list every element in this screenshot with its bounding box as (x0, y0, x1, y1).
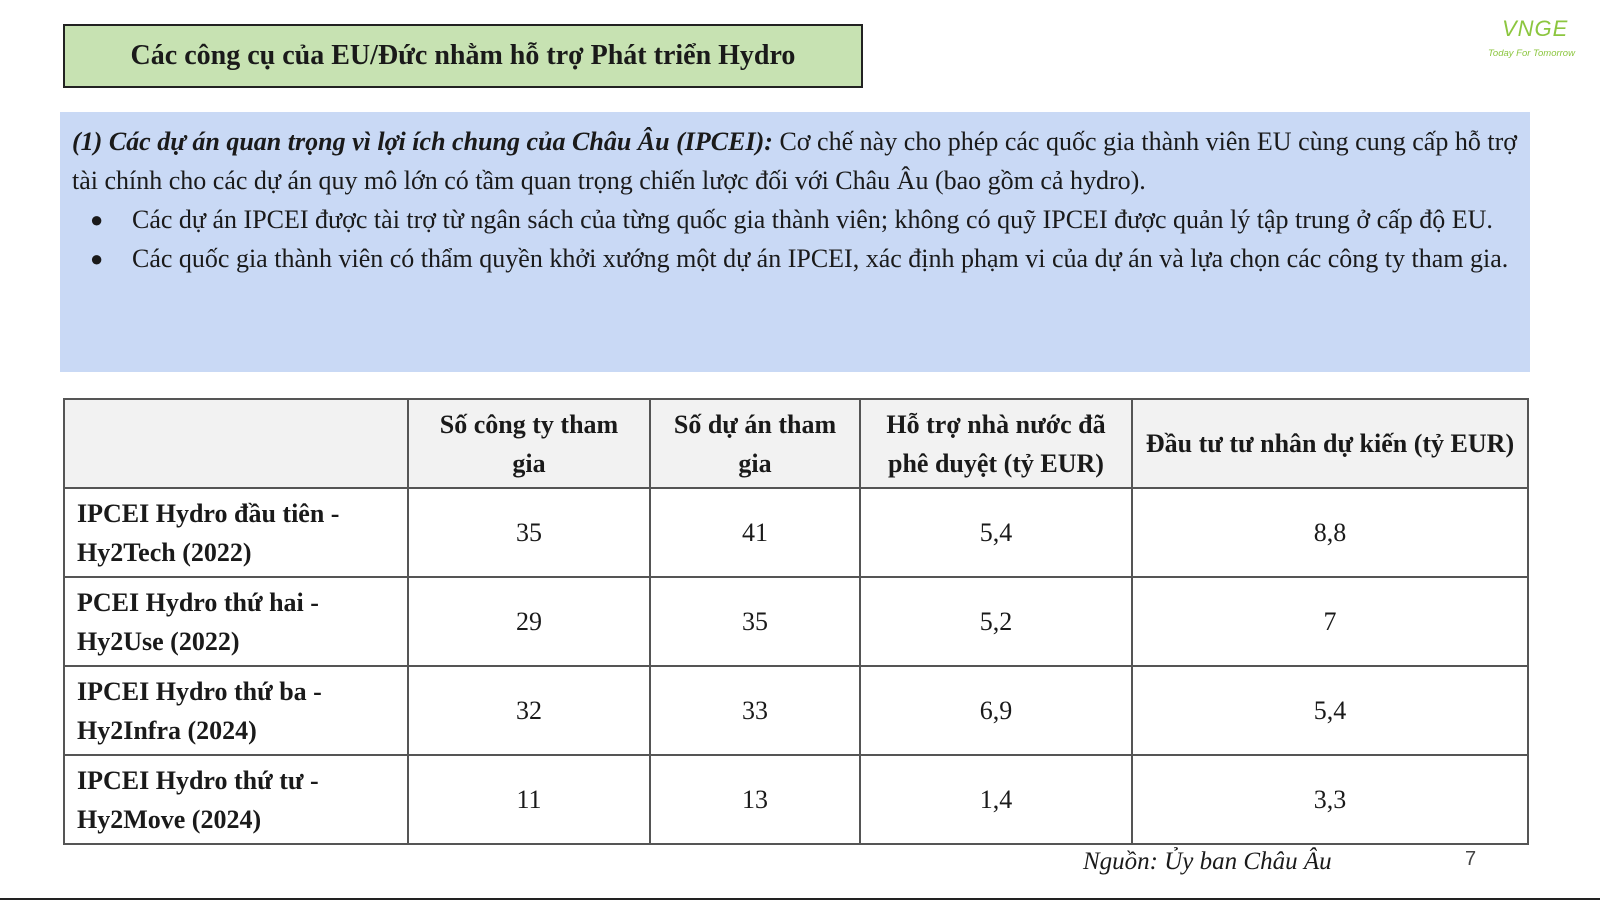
row-label: PCEI Hydro thứ hai - Hy2Use (2022) (64, 577, 408, 666)
cell-private-investment: 7 (1132, 577, 1528, 666)
bullet-dot-icon: ● (90, 207, 104, 232)
table-row (64, 666, 1528, 755)
header-cell-state-aid: Hỗ trợ nhà nước đã phê duyệt (tỷ EUR) (860, 399, 1132, 488)
bullet-item (72, 200, 1517, 239)
row-label: IPCEI Hydro thứ tư - Hy2Move (2024) (64, 755, 408, 844)
source-note: Nguồn: Ủy ban Châu Âu (1083, 848, 1332, 875)
cell-state-aid: 6,9 (860, 666, 1132, 755)
cell-state-aid: 1,4 (860, 755, 1132, 844)
cell-projects: 33 (650, 666, 860, 755)
logo-tagline: Today For Tomorrow (1488, 48, 1575, 59)
cell-projects: 41 (650, 488, 860, 577)
table-header-row (64, 399, 1528, 488)
table-row (64, 488, 1528, 577)
ipcei-hydro-table (63, 398, 1529, 845)
header-cell-companies: Số công ty tham gia (408, 399, 650, 488)
bullet-text: Các dự án IPCEI được tài trợ từ ngân sách của từng quốc gia thành viên; không có quỹ IPCEI được quản lý tập trung ở cấp độ EU. (132, 205, 1493, 234)
intro-paragraph (72, 122, 1517, 200)
bullet-item (72, 239, 1517, 278)
table-row (64, 577, 1528, 666)
cell-private-investment: 3,3 (1132, 755, 1528, 844)
header-cell-empty (64, 399, 408, 488)
ipcei-info-box (60, 112, 1530, 372)
bullet-text: Các quốc gia thành viên có thẩm quyền khởi xướng một dự án IPCEI, xác định phạm vi của dự án và lựa chọn các công ty tham gia. (132, 244, 1509, 273)
bullet-list (72, 200, 1517, 278)
cell-projects: 35 (650, 577, 860, 666)
intro-text: Cơ chế này cho phép các quốc gia thành viên EU cùng cung cấp hỗ trợ tài chính cho các dự án quy mô lớn có tầm quan trọng chiến lược đối với Châu Âu (bao gồm cả hydro). (72, 127, 1517, 195)
slide-title: Các công cụ của EU/Đức nhằm hỗ trợ Phát triển Hydro (63, 24, 863, 88)
page-number: 7 (1465, 848, 1477, 870)
logo-mark: VNGE (1502, 16, 1569, 41)
cell-projects: 13 (650, 755, 860, 844)
intro-lead: (1) Các dự án quan trọng vì lợi ích chung của Châu Âu (IPCEI): (72, 127, 773, 156)
row-label: IPCEI Hydro thứ ba - Hy2Infra (2024) (64, 666, 408, 755)
row-label: IPCEI Hydro đầu tiên - Hy2Tech (2022) (64, 488, 408, 577)
cell-private-investment: 8,8 (1132, 488, 1528, 577)
cell-companies: 29 (408, 577, 650, 666)
cell-companies: 11 (408, 755, 650, 844)
cell-state-aid: 5,4 (860, 488, 1132, 577)
header-cell-private-investment: Đầu tư tư nhân dự kiến (tỷ EUR) (1132, 399, 1528, 488)
cell-companies: 35 (408, 488, 650, 577)
cell-private-investment: 5,4 (1132, 666, 1528, 755)
header-cell-projects: Số dự án tham gia (650, 399, 860, 488)
cell-state-aid: 5,2 (860, 577, 1132, 666)
cell-companies: 32 (408, 666, 650, 755)
bullet-dot-icon: ● (90, 246, 104, 271)
table-row (64, 755, 1528, 844)
vnge-logo (1484, 12, 1596, 62)
